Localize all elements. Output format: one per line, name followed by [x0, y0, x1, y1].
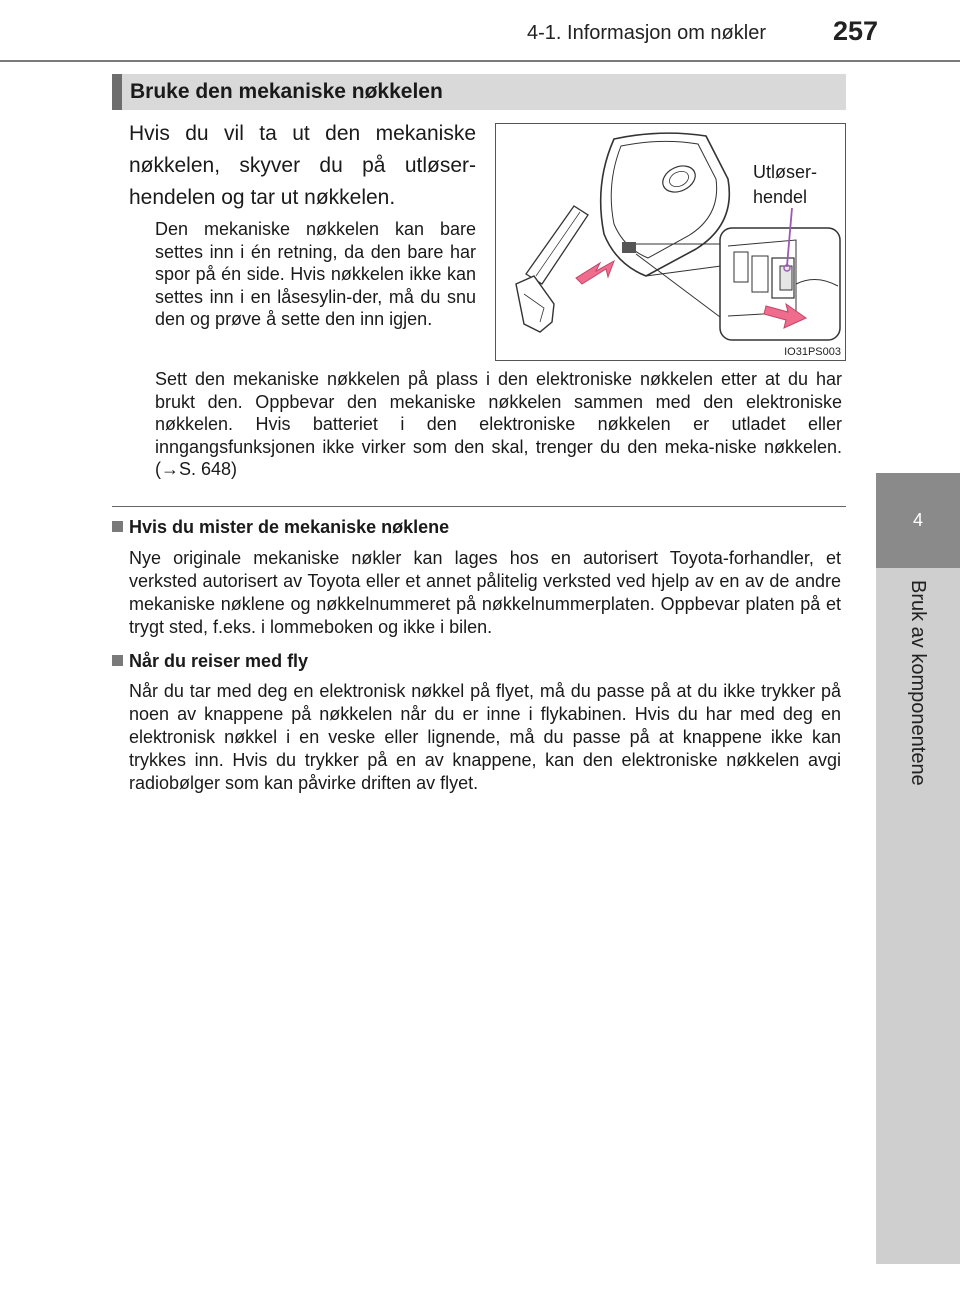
pull-direction-arrow: [576, 261, 614, 284]
square-bullet-icon: [112, 521, 123, 532]
side-tab-chapter-title: [876, 568, 960, 1264]
subsection-heading-lost-keys: [112, 517, 449, 538]
square-bullet-icon: [112, 655, 123, 666]
section-heading-marker: [112, 74, 122, 110]
key-illustration: [495, 123, 846, 361]
side-tab-chapter-number: 4: [876, 473, 960, 568]
subsection-body-flying: Når du tar med deg en elektronisk nøkkel på flyet, må du passe på at du ikke trykker på noen av knappene på nøkkelen når du er inne i flykabinen. Hvis du har med deg en elektronisk nøkkel i en veske eller lignende, må du passe på at knappene ikke kan trykkes inn. Hvis du trykker på en av knappene, kan den elektroniske nøkkelen avgi radiobølger som kan påvirke driften av flyet.: [129, 681, 841, 793]
section-heading-bar: [112, 74, 846, 110]
page-number: 257: [833, 16, 879, 46]
subsection-title: Når du reiser med fly: [129, 651, 309, 671]
subsection-body-lost-keys: Nye originale mekaniske nøkler kan lages hos en autorisert Toyota-forhandler, et verksted autorisert av Toyota eller et annet pålitelig verksted ved hjelp av en av de andre mekaniske nøklene og nøkkelnummeret på nøkkelnummerplaten. Oppbevar platen på et trygt sted, f.eks. i lommeboken og ikke i bilen.: [129, 548, 841, 637]
release-lever-label-line1: Utløser-: [753, 162, 817, 182]
note-paragraph-1: Den mekaniske nøkkelen kan bare settes inn i én retning, da den bare har spor på én side. Hvis nøkkelen ikke kan settes inn i en låsesylin-der, må du snu den og prøve å sette den inn igjen.: [155, 219, 476, 329]
header-section-title: 4-1. Informasjon om nøkler: [527, 22, 766, 44]
note-paragraph-2: Sett den mekaniske nøkkelen på plass i den elektroniske nøkkelen etter at du har brukt den. Oppbevar den mekaniske nøkkelen sammen med den elektroniske nøkkelen. Hvis batteriet i den elektroniske nøkkelen er utladet eller inngangsfunksjonen ikke virker som den skal, trenger du den meka-niske nøkkelen. (→S. 648): [155, 369, 842, 479]
subsection-title: Hvis du mister de mekaniske nøklene: [129, 517, 450, 537]
release-lever-label: [753, 160, 817, 210]
figure-code: IO31PS003: [784, 346, 841, 358]
header-rule: [0, 60, 960, 62]
intro-paragraph: Hvis du vil ta ut den mekaniske nøkkelen, skyver du på utløser-hendelen og tar ut nøkkelen.: [129, 122, 476, 209]
side-tab-title-text: Bruk av komponentene: [907, 580, 929, 786]
section-divider: [112, 506, 846, 507]
section-heading: Bruke den mekaniske nøkkelen: [130, 80, 443, 103]
subsection-heading-flying: [112, 651, 308, 672]
release-lever-label-line2: hendel: [753, 187, 808, 207]
